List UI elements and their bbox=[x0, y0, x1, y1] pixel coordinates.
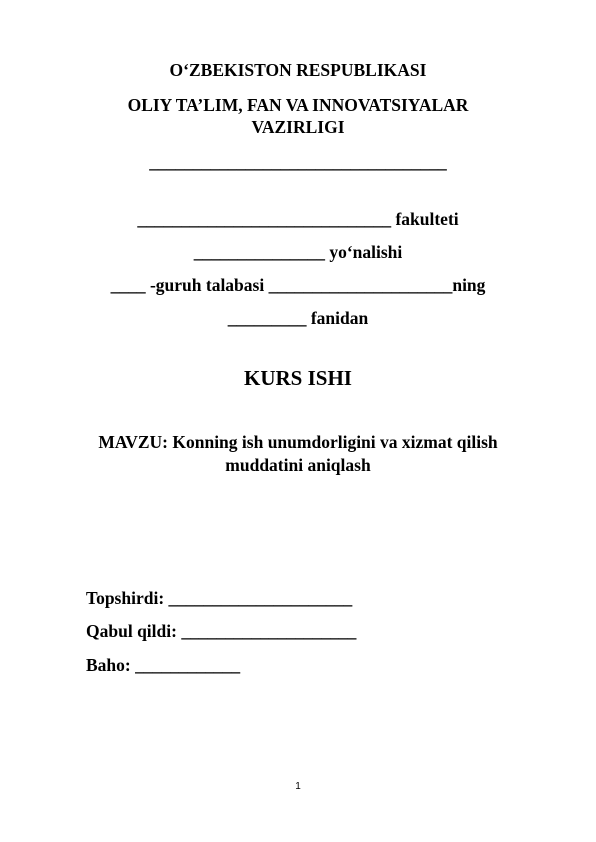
subject-line: _________ fanidan bbox=[227, 308, 369, 328]
topic-line-2: muddatini aniqlash bbox=[225, 455, 371, 475]
ministry-line-3: VAZIRLIGI bbox=[251, 117, 345, 137]
submitted-by-line: Topshirdi: _____________________ bbox=[86, 588, 353, 608]
grade-line: Baho: ____________ bbox=[86, 655, 241, 675]
accepted-by-line: Qabul qildi: ____________________ bbox=[86, 621, 357, 641]
ministry-line-1: O‘ZBEKISTON RESPUBLIKASI bbox=[169, 60, 427, 80]
direction-line: _______________ yo‘nalishi bbox=[193, 242, 403, 262]
institution-blank: __________________________________ bbox=[149, 152, 447, 172]
topic-line-1: MAVZU: Konning ish unumdorligini va xizmat qilish bbox=[98, 432, 498, 452]
ministry-line-2: OLIY TA’LIM, FAN VA INNOVATSIYALAR bbox=[127, 95, 469, 115]
faculty-line: _____________________________ fakulteti bbox=[137, 209, 459, 229]
page-number: 1 bbox=[295, 781, 301, 792]
group-line: ____ -guruh talabasi _____________________ning bbox=[110, 275, 486, 295]
document-title: KURS ISHI bbox=[244, 366, 352, 390]
